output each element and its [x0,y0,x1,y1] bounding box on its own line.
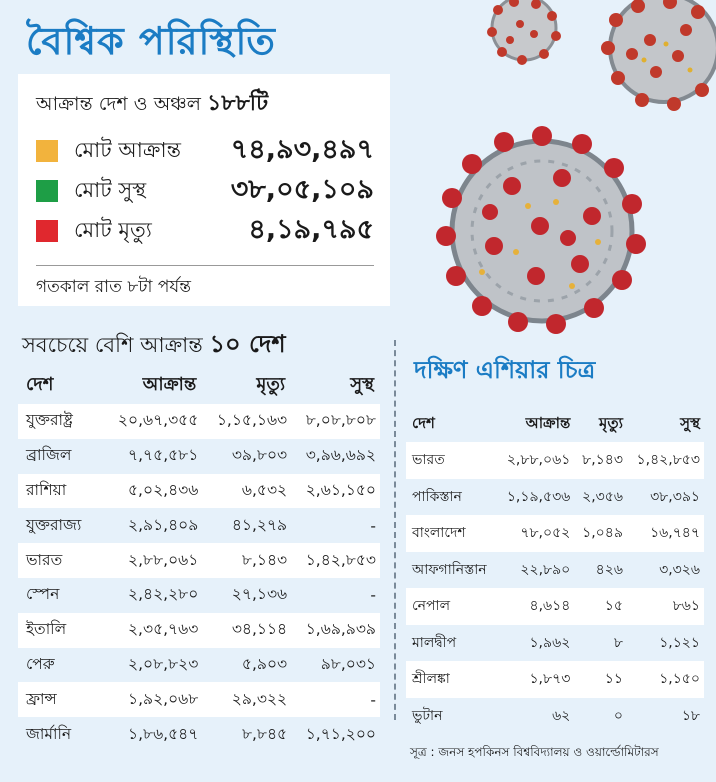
cell-deaths: ৮,১৪৩ [202,543,291,578]
cell-affected: ১,১৯,৫৩৬ [506,488,571,505]
stat-value: ৩৮,০৫,১০৯ [230,173,374,205]
column-header-recovered: সুস্থ [680,413,700,432]
table-header-row [18,366,380,404]
table-row [406,515,704,552]
virus-illustration-large [432,126,652,336]
yellow-swatch-icon [36,140,58,162]
table-row [406,442,704,479]
stat-row-total-affected [36,131,374,171]
table-row [18,508,380,543]
cell-deaths: ৫,৯০৩ [241,654,288,673]
table-row [406,588,704,625]
cell-recovered: ৯৮,০৩১ [320,654,376,673]
dashed-divider [394,340,396,720]
cell-deaths: ১১ [574,661,627,698]
cell-affected: ২,৯১,৪০৯ [128,515,199,534]
south-asia-heading: দক্ষিণ এশিয়ার চিত্র [414,356,596,384]
cell-affected: ৬২ [552,707,571,724]
table-row [18,474,380,509]
affected-countries-line [36,86,374,123]
cell-deaths: ৪১,২৭৯ [231,515,288,534]
stat-row-total-deaths [36,211,374,251]
table-row [18,404,380,439]
cell-recovered: - [291,682,380,717]
cell-recovered: ১,৪২,৮৫৩ [291,543,380,578]
cell-recovered: ১,১৫০ [627,661,704,698]
cell-affected: ১,৮৭৩ [497,661,574,698]
cell-affected: ১,৯৬২ [529,634,571,651]
table-row [18,543,380,578]
cell-recovered: ১,৬৯,৯৩৯ [291,613,380,648]
cell-affected: ২,৪২,২৮০ [128,585,199,604]
cell-country: আফগানিস্তান [412,561,487,578]
cell-affected: ৭,৭৫,৫৮১ [128,446,199,465]
source-note: সূত্র : জনস হপকিনস বিশ্ববিদ্যালয় ও ওয়ার্ল্ডোমিটারস [410,745,659,759]
table-row [18,439,380,474]
top10-heading-prefix: সবচেয়ে বেশি আক্রান্ত [22,333,203,357]
cell-affected: ৭৮,০৫২ [497,515,574,552]
stat-label: মোট মৃত্যু [74,217,152,242]
stat-row-total-recovered [36,171,374,211]
cell-recovered: - [370,516,376,535]
stat-value: ৪,১৯,৭৯৫ [248,213,374,245]
table-row [18,648,380,683]
table-row [406,479,704,516]
top10-heading [22,326,286,366]
cell-deaths: ৮,৮৪৫ [241,724,288,743]
summary-divider [36,265,374,266]
column-header-affected: আক্রান্ত [142,373,197,395]
cell-affected: ২,০৮,৮২৩ [128,654,199,673]
global-summary-card [18,74,390,306]
cell-deaths: ১,১৫,১৬৩ [202,404,291,439]
cell-deaths: ৬,৫৩২ [202,474,291,509]
table-header-row [406,406,704,442]
cell-deaths: ২৭,১৩৬ [231,585,288,604]
table-row [18,717,380,752]
cell-country: বাংলাদেশ [406,515,497,552]
cell-affected: ২,৮৮,০৬১ [102,543,202,578]
cell-recovered: ১,৪২,৮৫৩ [627,442,704,479]
cell-country: ইতালি [18,613,102,648]
cell-recovered: ১৬,৭৪৭ [627,515,704,552]
cell-recovered: ৩৮,৩৯১ [650,488,700,505]
cell-deaths: ০ [613,707,623,724]
cell-affected: ২,৮৮,০৬১ [497,442,574,479]
table-row [406,698,704,735]
cell-affected: ২২,৮৯০ [520,561,571,578]
cell-country: পেরু [26,654,55,673]
south-asia-table [406,406,704,734]
cell-recovered: ৮,০৮,৮০৮ [291,404,380,439]
cell-country: ফ্রান্স [18,682,102,717]
column-header-deaths: মৃত্যু [599,413,623,432]
cell-affected: ৪,৬১৪ [497,588,574,625]
cell-country: ভারত [406,442,497,479]
stat-label: মোট আক্রান্ত [74,137,182,162]
page-title: বৈশ্বিক পরিস্থিতি [26,19,276,63]
cell-country: ব্রাজিল [26,446,72,465]
cell-country: রাশিয়া [18,474,102,509]
cell-deaths: ১,০৪৯ [574,515,627,552]
affected-countries-value: ১৮৮টি [206,91,269,116]
top10-heading-bold: ১০ দেশ [209,330,286,358]
top10-table [18,366,380,752]
cell-deaths: ৪২৬ [595,561,623,578]
table-row [18,578,380,613]
column-header-affected: আক্রান্ত [525,413,571,432]
affected-countries-label: আক্রান্ত দেশ ও অঞ্চল [36,93,201,115]
cell-affected: ২০,৬৭,৩৫৫ [102,404,202,439]
cell-affected: ৫,০২,৪৩৬ [102,474,202,509]
cell-affected: ২,৩৫,৭৬৩ [102,613,202,648]
column-header-deaths: মৃত্যু [256,373,286,395]
as-of-note: গতকাল রাত ৮টা পর্যন্ত [36,277,191,297]
cell-country: নেপাল [406,588,497,625]
cell-recovered: ৩,৯৬,৬৯২ [305,446,376,465]
column-header-recovered: সুস্থ [350,373,374,395]
cell-country: জার্মানি [26,724,72,743]
cell-deaths: ৮ [613,634,623,651]
cell-recovered: ১৮ [681,707,700,724]
table-row [406,661,704,698]
stat-label: মোট সুস্থ [74,177,147,202]
virus-illustration-top-right [586,0,716,114]
cell-deaths: ৮,১৪৩ [574,442,627,479]
cell-country: ভারত [18,543,102,578]
cell-recovered: ৩,৩২৬ [659,561,700,578]
cell-country: শ্রীলঙ্কা [406,661,497,698]
cell-deaths: ৩৪,১১৪ [202,613,291,648]
cell-affected: ১,৯২,০৬৮ [102,682,202,717]
stat-value: ৭৪,৯৩,৪৯৭ [230,133,374,165]
red-swatch-icon [36,220,58,242]
cell-country: মালদ্বীপ [412,634,457,651]
cell-deaths: ২,৩৫৬ [582,488,623,505]
virus-illustration-small [478,0,570,70]
cell-country: যুক্তরাজ্য [26,515,82,534]
column-header-country: দেশ [412,413,435,432]
cell-country: পাকিস্তান [412,488,462,505]
cell-deaths: ৩৯,৮০৩ [231,446,288,465]
cell-deaths: ২৯,৩২২ [202,682,291,717]
cell-recovered: ৮৬১ [627,588,704,625]
cell-recovered: - [370,586,376,605]
table-row [406,552,704,589]
cell-recovered: ১,১২১ [659,634,700,651]
cell-deaths: ১৫ [574,588,627,625]
cell-recovered: ১,৭১,২০০ [305,724,376,743]
cell-recovered: ২,৬১,১৫০ [291,474,380,509]
cell-country: স্পেন [26,585,60,604]
table-row [18,682,380,717]
green-swatch-icon [36,180,58,202]
cell-country: যুক্তরাষ্ট্র [18,404,102,439]
table-row [18,613,380,648]
cell-country: ভুটান [412,707,443,724]
column-header-country: দেশ [26,373,54,395]
table-row [406,625,704,662]
cell-affected: ১,৮৬,৫৪৭ [128,724,199,743]
